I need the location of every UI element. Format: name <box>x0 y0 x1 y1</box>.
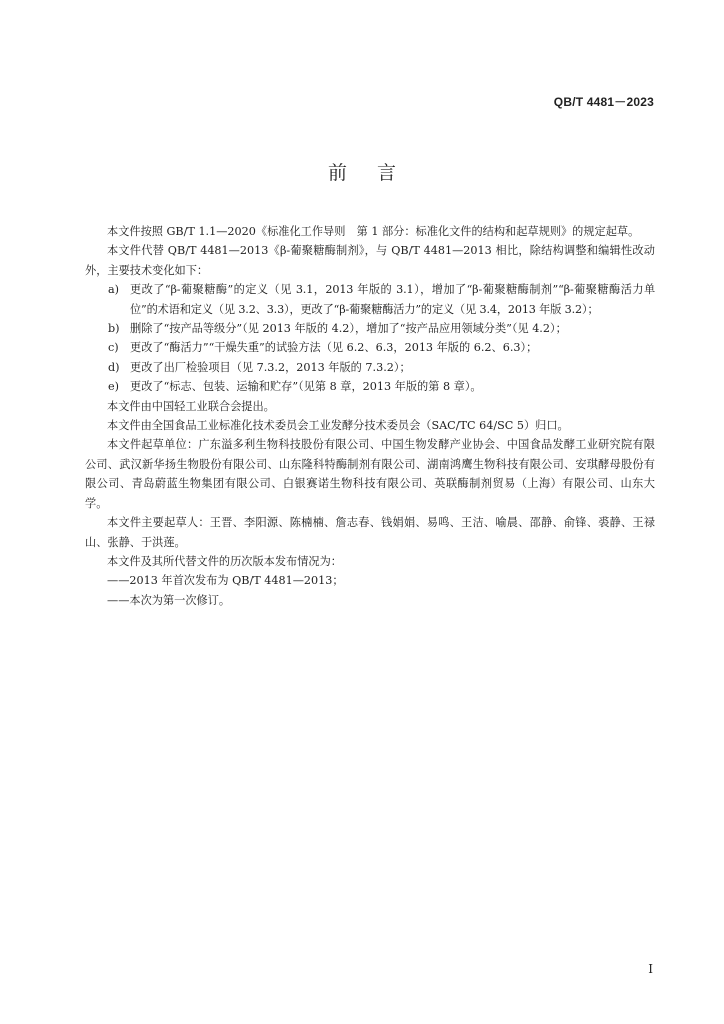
list-item-text: 更改了“β-葡聚糖酶”的定义（见 3.1，2013 年版的 3.1），增加了“β-葡聚糖酶制剂”“β-葡聚糖酶活力单位”的术语和定义（见 3.2、3.3），更改了“β-葡聚糖酶活力”的定义（见 3.4，2013 年版 3.2）； <box>130 283 655 316</box>
paragraph-drafters: 本文件主要起草人：王晋、李阳源、陈楠楠、詹志春、钱娟娟、易鸣、王洁、喻晨、邵静、俞锋、裘静、王禄山、张静、于洪莲。 <box>85 516 655 549</box>
list-item <box>85 338 655 357</box>
list-item <box>85 319 655 338</box>
list-item-text: 更改了“标志、包装、运输和贮存”（见第 8 章，2013 年版的第 8 章）。 <box>130 380 482 394</box>
document-body <box>85 222 655 610</box>
paragraph-proposer: 本文件由中国轻工业联合会提出。 <box>107 399 275 413</box>
page-title: 前言 <box>327 162 426 184</box>
list-item-text: 删除了“按产品等级分”（见 2013 年版的 4.2），增加了“按产品应用领域分类”（见 4.2）； <box>130 322 567 336</box>
paragraph-version-history: 本文件及其所代替文件的历次版本发布情况为： <box>107 554 342 568</box>
list-item-marker: e) <box>108 380 119 394</box>
paragraph-governing-committee: 本文件由全国食品工业标准化技术委员会工业发酵分技术委员会（SAC/TC 64/SC 5）归口。 <box>107 419 569 433</box>
version-history-item: ——2013 年首次发布为 QB/T 4481—2013； <box>107 574 344 588</box>
list-item <box>85 377 655 396</box>
paragraph-drafting-organizations: 本文件起草单位：广东溢多利生物科技股份有限公司、中国生物发酵产业协会、中国食品发酵工业研究院有限公司、武汉新华扬生物股份有限公司、山东隆科特酶制剂有限公司、湖南鸿鹰生物科技有限公司、安琪酵母股份有限公司、青岛蔚蓝生物集团有限公司、白银赛诺生物科技有限公司、英联酶制剂贸易（上海）有限公司、山东大学。 <box>85 438 655 510</box>
list-item-text: 更改了出厂检验项目（见 7.3.2，2013 年版的 7.3.2）； <box>130 360 411 374</box>
list-item-text: 更改了“酶活力”“干燥失重”的试验方法（见 6.2、6.3，2013 年版的 6.2、6.3）； <box>130 341 538 355</box>
paragraph-drafting-rules: 本文件按照 GB/T 1.1—2020《标准化工作导则 第 1 部分：标准化文件的结构和起草规则》的规定起草。 <box>107 225 640 238</box>
paragraph-replacement-note: 本文件代替 QB/T 4481—2013《β-葡聚糖酶制剂》，与 QB/T 4481—2013 相比，除结构调整和编辑性改动外，主要技术变化如下： <box>85 244 655 277</box>
list-item <box>85 280 655 319</box>
version-history-item: ——本次为第一次修订。 <box>107 593 231 607</box>
page-number: I <box>648 962 653 976</box>
standard-code: QB/T 4481－2023 <box>553 95 654 109</box>
list-item-marker: b) <box>108 322 120 336</box>
list-item-marker: a) <box>108 283 120 297</box>
list-item-marker: c) <box>108 341 119 355</box>
list-item <box>85 358 655 377</box>
list-item-marker: d) <box>108 360 120 374</box>
